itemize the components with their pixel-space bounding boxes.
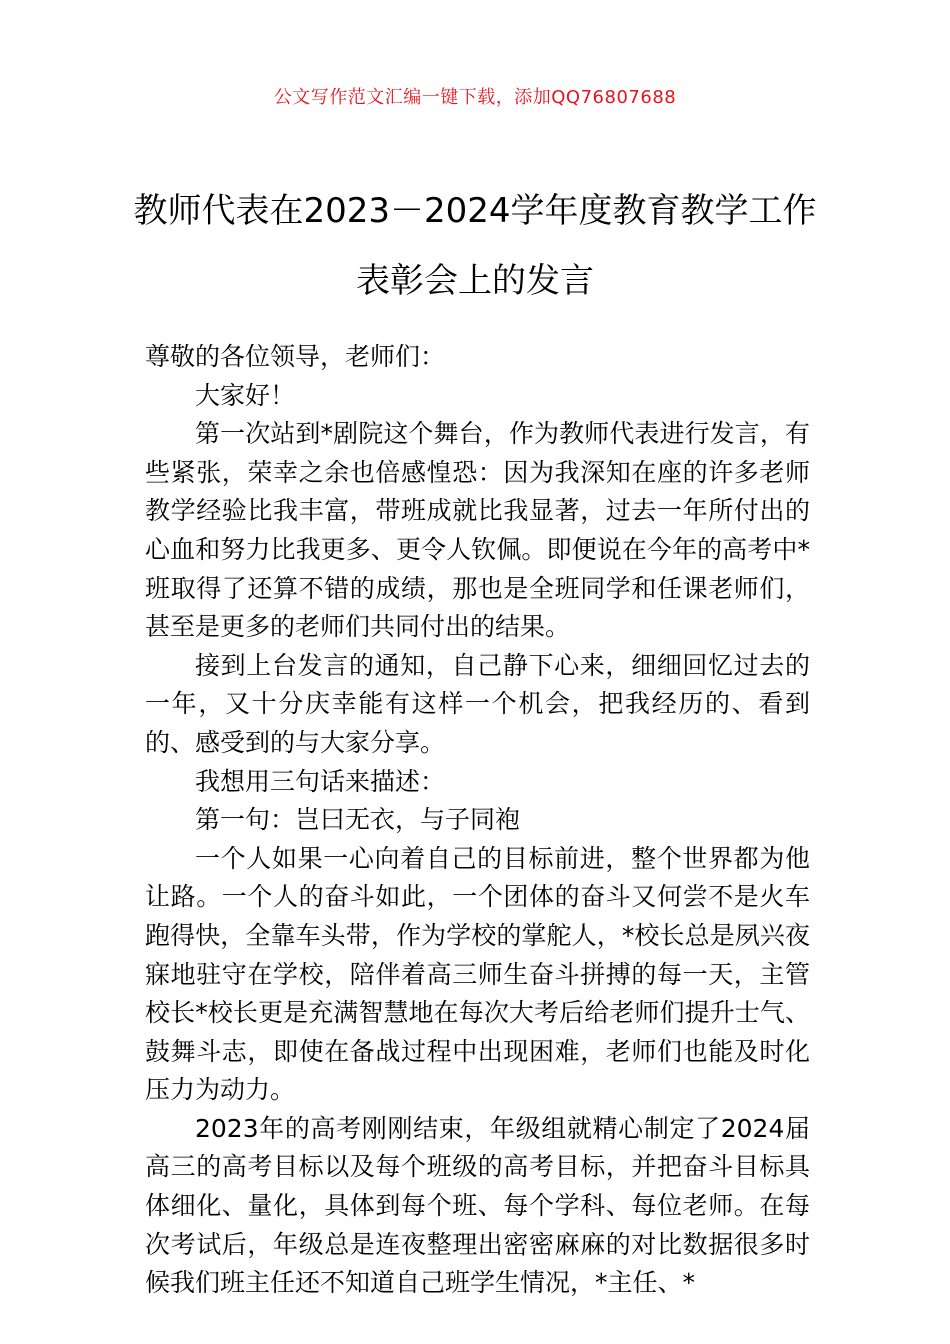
paragraph: 我想用三句话来描述： xyxy=(195,766,446,796)
paragraph: 一个人如果一心向着自己的目标前进，整个世界都为他让路。一个人的奋斗如此，一个团体的奋斗又何尝不是火车跑得快，全靠车头带，作为学校的掌舵人，*校长总是夙兴夜寐地驻守在学校，陪伴着高三师生奋斗拼搏的每一天，主管校长*校长更是充满智慧地在每次大考后给老师们提升士气、鼓舞斗志，即使在备战过程中出现困难，老师们也能及时化压力为动力。 xyxy=(145,843,810,1105)
paragraph: 2023年的高考刚刚结束，年级组就精心制定了2024届高三的高考目标以及每个班级的高考目标，并把奋斗目标具体细化、量化，具体到每个班、每个学科、每位老师。在每次考试后，年级总是连夜整理出密密麻麻的对比数据很多时候我们班主任还不知道自己班学生情况，*主任、* xyxy=(145,1113,810,1298)
document-title: 教师代表在2023－2024学年度教育教学工作表彰会上的发言 xyxy=(133,191,817,301)
document-body xyxy=(145,338,810,1303)
paragraph: 接到上台发言的通知，自己静下心来，细细回忆过去的一年，又十分庆幸能有这样一个机会，把我经历的、看到的、感受到的与大家分享。 xyxy=(145,650,810,757)
promo-banner[interactable]: 公文写作范文汇编一键下载，添加QQ76807688 xyxy=(273,87,677,108)
paragraph: 第一次站到*剧院这个舞台，作为教师代表进行发言，有些紧张，荣幸之余也倍感惶恐：因为我深知在座的许多老师教学经验比我丰富，带班成就比我显著，过去一年所付出的心血和努力比我更多、更令人钦佩。即便说在今年的高考中*班取得了还算不错的成绩，那也是全班同学和任课老师们，甚至是更多的老师们共同付出的结果。 xyxy=(145,419,810,642)
greeting: 大家好！ xyxy=(195,380,296,410)
salutation: 尊敬的各位领导，老师们： xyxy=(145,342,446,371)
section-heading: 第一句：岂曰无衣，与子同袍 xyxy=(195,805,521,835)
